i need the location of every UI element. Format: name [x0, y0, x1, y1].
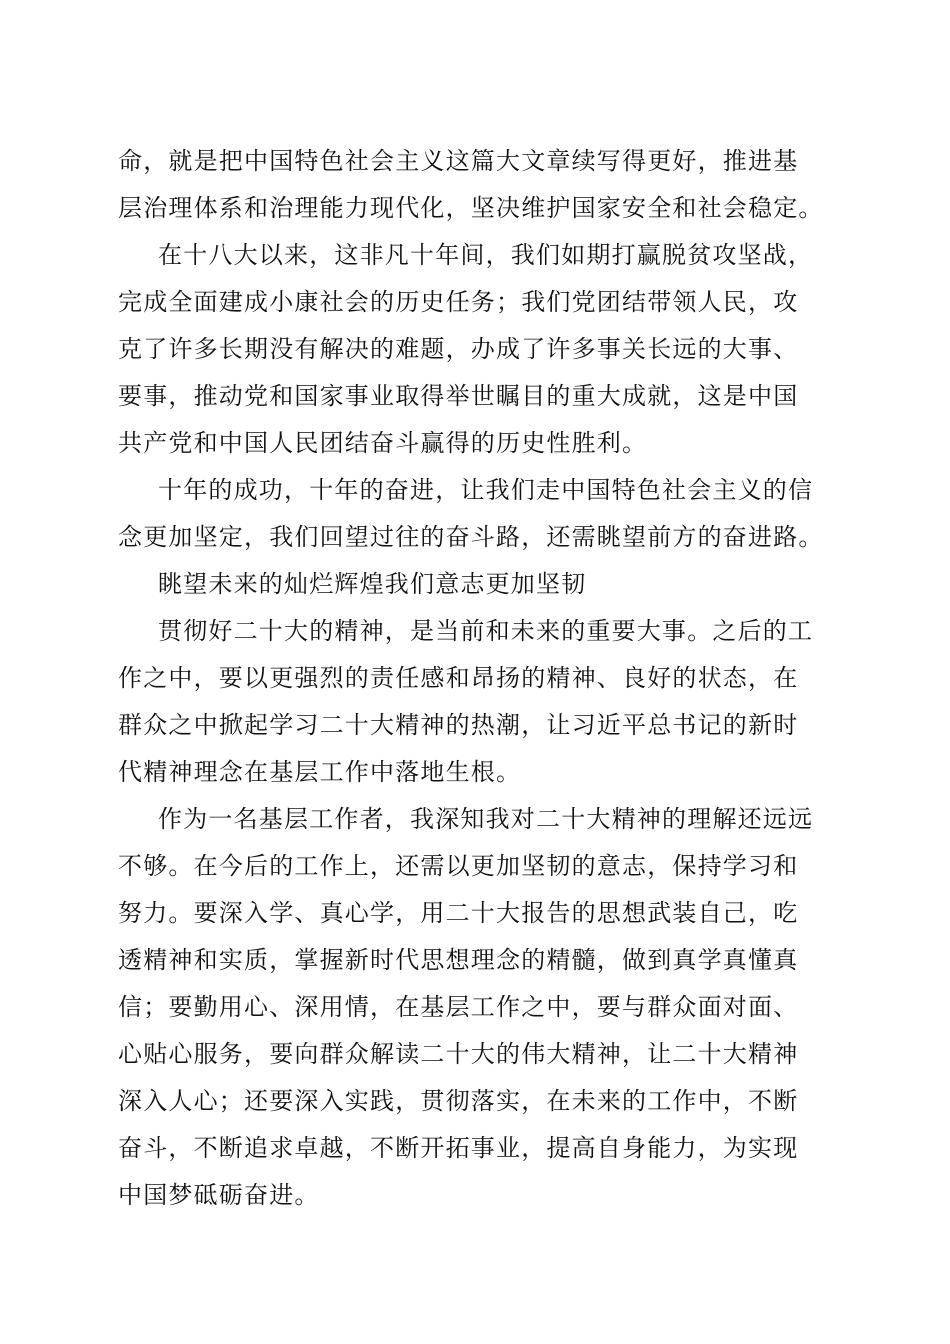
- text-line: 透精神和实质，掌握新时代思想理念的精髓，做到真学真懂真: [118, 946, 799, 974]
- text-line: 奋斗，不断追求卓越，不断开拓事业，提高自身能力，为实现: [118, 1134, 799, 1162]
- text-line: 要事，推动党和国家事业取得举世瞩目的重大成就，这是中国: [118, 382, 799, 410]
- text-line: 群众之中掀起学习二十大精神的热潮，让习近平总书记的新时: [118, 711, 799, 739]
- text-line: 层治理体系和治理能力现代化，坚决维护国家安全和社会稳定。: [118, 194, 824, 222]
- document-page: [118, 138, 834, 1219]
- paragraph-1: [118, 138, 834, 232]
- text-line: 克了许多长期没有解决的难题，办成了许多事关长远的大事、: [118, 335, 799, 363]
- text-line: 深入人心；还要深入实践，贯彻落实，在未来的工作中，不断: [118, 1087, 799, 1115]
- text-line: 贯彻好二十大的精神，是当前和未来的重要大事。之后的工: [158, 617, 814, 645]
- text-line: 念更加坚定，我们回望过往的奋斗路，还需眺望前方的奋进路。: [118, 523, 824, 551]
- text-line: 不够。在今后的工作上，还需以更加坚韧的意志，保持学习和: [118, 852, 799, 880]
- text-line: 命，就是把中国特色社会主义这篇大文章续写得更好，推进基: [118, 147, 799, 175]
- heading-text: 眺望未来的灿烂辉煌我们意志更加坚韧: [158, 570, 587, 598]
- text-line: 努力。要深入学、真心学，用二十大报告的思想武装自己，吃: [118, 899, 799, 927]
- paragraph-3: [118, 467, 834, 561]
- text-line: 作之中，要以更强烈的责任感和昂扬的精神、良好的状态，在: [118, 664, 799, 692]
- text-line: 心贴心服务，要向群众解读二十大的伟大精神，让二十大精神: [118, 1040, 799, 1068]
- text-line: 共产党和中国人民团结奋斗赢得的历史性胜利。: [118, 429, 648, 457]
- text-line: 完成全面建成小康社会的历史任务；我们党团结带领人民，攻: [118, 288, 799, 316]
- paragraph-5: [118, 796, 834, 1219]
- text-line: 信；要勤用心、深用情，在基层工作之中，要与群众面对面、: [118, 993, 799, 1021]
- text-line: 代精神理念在基层工作中落地生根。: [118, 758, 522, 786]
- paragraph-2: [118, 232, 834, 467]
- section-heading: [118, 561, 834, 608]
- text-line: 中国梦砥砺奋进。: [118, 1181, 320, 1209]
- text-line: 十年的成功，十年的奋进，让我们走中国特色社会主义的信: [158, 476, 814, 504]
- text-line: 在十八大以来，这非凡十年间，我们如期打赢脱贫攻坚战，: [158, 241, 814, 269]
- text-line: 作为一名基层工作者，我深知我对二十大精神的理解还远远: [158, 805, 814, 833]
- paragraph-4: [118, 608, 834, 796]
